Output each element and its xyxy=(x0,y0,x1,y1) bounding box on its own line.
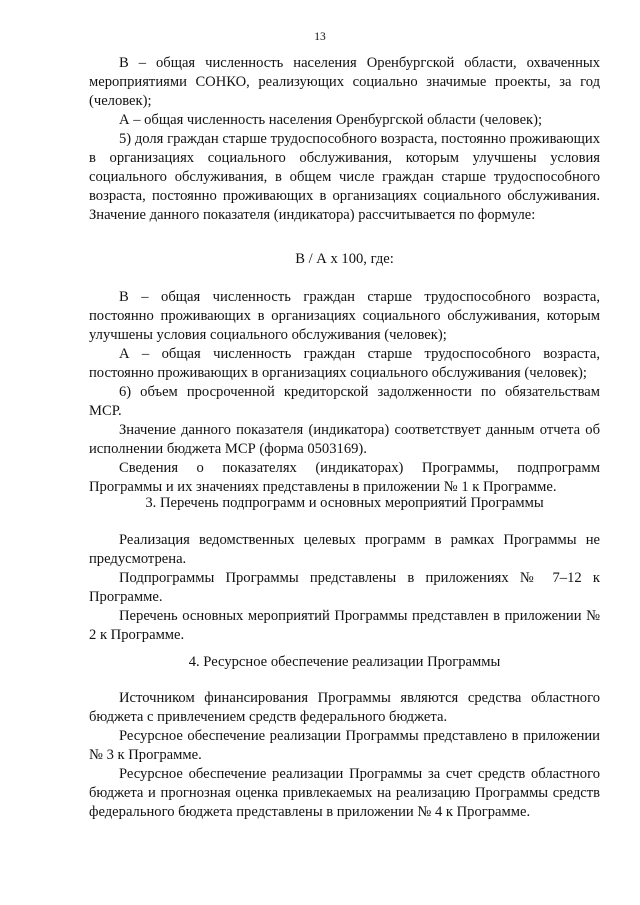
paragraph: Реализация ведомственных целевых программ в рамках Программы не предусмотрена. xyxy=(89,532,600,567)
paragraph: В – общая численность граждан старше трудоспособного возраста, постоянно проживающих в организациях социального обслуживания, которым улучшены условия социального обслуживания (человек); xyxy=(89,289,600,343)
paragraph: Перечень основных мероприятий Программы представлен в приложении № 2 к Программе. xyxy=(89,608,600,643)
paragraph: Сведения о показателях (индикаторах) Программы, подпрограмм Программы и их значениях представлены в приложении № 1 к Программе. xyxy=(89,460,600,495)
text-block-2 xyxy=(89,288,600,497)
page-number: 13 xyxy=(314,31,326,43)
paragraph: 6) объем просроченной кредиторской задолженности по обязательствам МСР. xyxy=(89,384,600,419)
paragraph: Значение данного показателя (индикатора) соответствует данным отчета об исполнении бюджета МСР (форма 0503169). xyxy=(89,422,600,457)
paragraph: Ресурсное обеспечение реализации Программы за счет средств областного бюджета и прогнозная оценка привлекаемых на реализацию Программы средств федерального бюджета представлены в приложении № 4 к Программе. xyxy=(89,766,600,820)
paragraph: 5) доля граждан старше трудоспособного возраста, постоянно проживающих в организациях социального обслуживания, которым улучшены условия социального обслуживания, в общем числе граждан старше трудоспособного возраста, постоянно проживающих в организациях социального обслуживания. Значение данного показателя (индикатора) рассчитывается по формуле: xyxy=(89,131,600,223)
text-block-3 xyxy=(89,531,600,645)
section-heading-4: 4. Ресурсное обеспечение реализации Программы xyxy=(188,654,501,670)
paragraph: А – общая численность граждан старше трудоспособного возраста, постоянно проживающих в организациях социального обслуживания (человек); xyxy=(89,346,600,381)
text-block-1 xyxy=(89,54,600,225)
paragraph: А – общая численность населения Оренбургской области (человек); xyxy=(119,112,543,128)
section-heading-3: 3. Перечень подпрограмм и основных мероприятий Программы xyxy=(145,495,544,511)
paragraph: Источником финансирования Программы являются средства областного бюджета с привлечением средств федерального бюджета. xyxy=(89,690,600,725)
text-block-4 xyxy=(89,689,600,822)
paragraph: Ресурсное обеспечение реализации Программы представлено в приложении № 3 к Программе. xyxy=(89,728,600,763)
paragraph: В – общая численность населения Оренбургской области, охваченных мероприятиями СОНКО, реализующих социально значимые проекты, за год (человек); xyxy=(89,55,600,109)
formula: В / А х 100, где: xyxy=(295,251,394,267)
paragraph: Подпрограммы Программы представлены в приложениях № 7–12 к Программе. xyxy=(89,570,600,605)
